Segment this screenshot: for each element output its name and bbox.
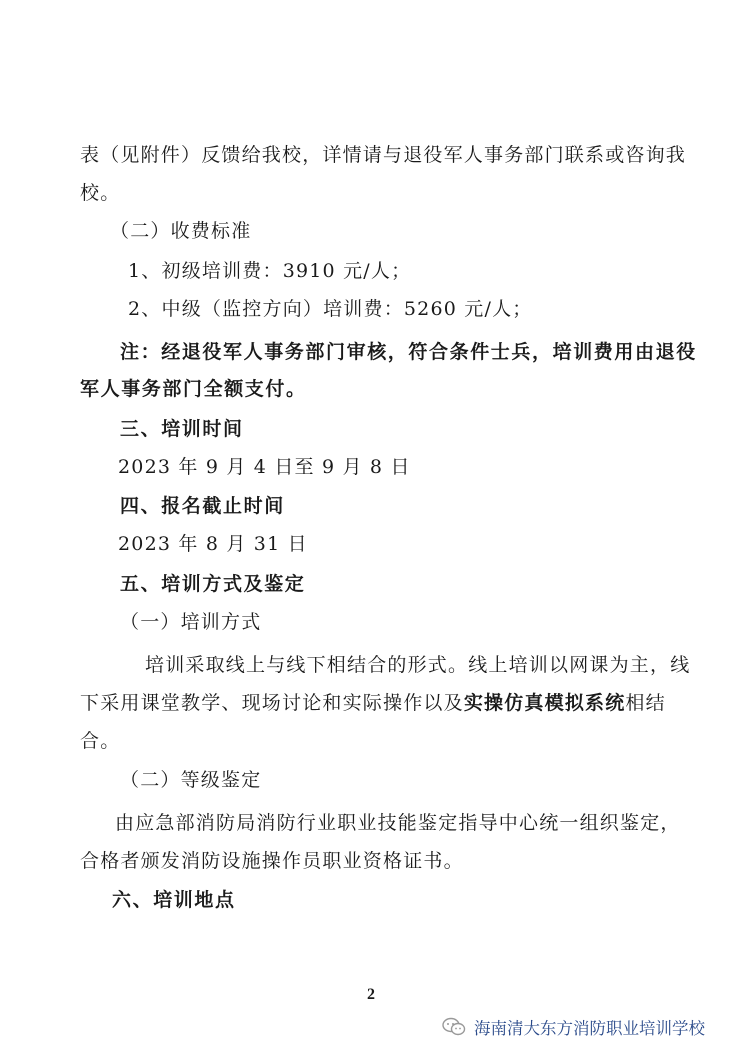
fee-item-primary: 1、初级培训费：3910 元/人； [128, 260, 412, 282]
paragraph-line: 合格者颁发消防设施操作员职业资格证书。 [80, 850, 464, 872]
watermark-text: 海南清大东方消防职业培训学校 [474, 1019, 705, 1038]
paragraph-line: 校。 [80, 182, 121, 204]
watermark [442, 1016, 705, 1038]
wechat-icon [442, 1017, 466, 1037]
section-heading-training-time: 三、培训时间 [120, 418, 244, 440]
fee-item-intermediate: 2、中级（监控方向）培训费：5260 元/人； [128, 298, 533, 320]
subsection-heading-appraisal: （二）等级鉴定 [120, 769, 262, 791]
note-line: 注：经退役军人事务部门审核，符合条件士兵，培训费用由退役 [120, 341, 697, 363]
page-number: 2 [367, 986, 375, 1003]
text-run: 相结 [625, 692, 666, 714]
section-heading-method: 五、培训方式及鉴定 [120, 573, 306, 595]
paragraph-line: 由应急部消防局消防行业职业技能鉴定指导中心统一组织鉴定， [115, 812, 681, 834]
paragraph-line [80, 691, 666, 715]
subsection-heading-fees: （二）收费标准 [110, 220, 252, 242]
deadline-date: 2023 年 8 月 31 日 [118, 533, 308, 555]
section-heading-deadline: 四、报名截止时间 [120, 495, 285, 517]
subsection-heading-method: （一）培训方式 [120, 611, 262, 633]
text-run: 下采用课堂教学、现场讨论和实际操作以及 [80, 692, 464, 714]
paragraph-line: 培训采取线上与线下相结合的形式。线上培训以网课为主，线 [145, 654, 691, 676]
training-date: 2023 年 9 月 4 日至 9 月 8 日 [118, 456, 411, 478]
paragraph-line: 合。 [80, 730, 121, 752]
paragraph-line: 表（见附件）反馈给我校，详情请与退役军人事务部门联系或咨询我 [80, 144, 687, 166]
section-heading-location: 六、培训地点 [112, 889, 236, 911]
emphasized-text: 实操仿真模拟系统 [463, 692, 626, 714]
note-line: 军人事务部门全额支付。 [80, 378, 307, 400]
